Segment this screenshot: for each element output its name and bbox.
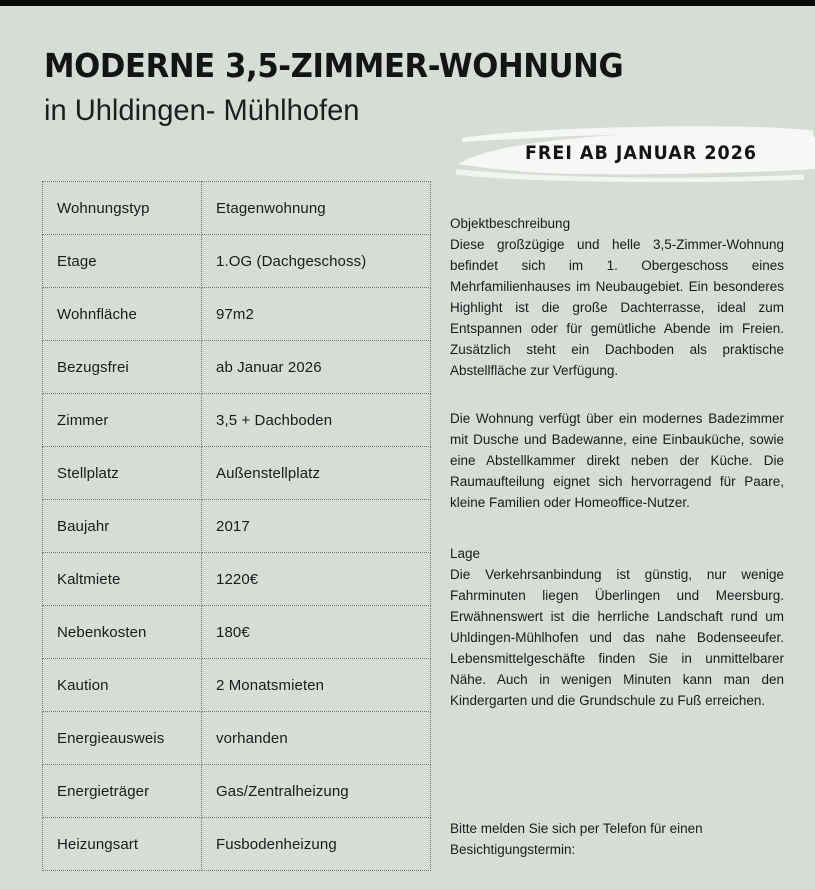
spec-value: ab Januar 2026 xyxy=(202,341,431,394)
description-paragraph-1: Diese großzügige und helle 3,5-Zimmer-Wohnung befindet sich im 1. Obergeschoss eines Mehrfamilienhauses im Neubaugebiet. Ein besonderes Highlight ist die große Dachterrasse, ideal zum Entspannen oder für gemütliche Abende im Freien. Zusätzlich steht ein Dachboden als praktische Abstellfläche zur Verfügung. xyxy=(450,237,784,378)
availability-badge xyxy=(456,124,815,182)
table-row xyxy=(43,818,431,871)
description-section-title: Objektbeschreibung xyxy=(450,216,571,231)
top-black-bar xyxy=(0,0,815,6)
description-column xyxy=(450,213,784,711)
page-title: MODERNE 3,5-ZIMMER-WOHNUNG xyxy=(44,46,624,85)
table-row xyxy=(43,394,431,447)
spec-value: Außenstellplatz xyxy=(202,447,431,500)
header xyxy=(44,46,784,130)
specification-table xyxy=(42,181,431,871)
spec-key: Kaltmiete xyxy=(43,553,202,606)
availability-badge-label: FREI AB JANUAR 2026 xyxy=(524,142,758,164)
spec-key: Wohnungstyp xyxy=(43,182,202,235)
spec-value: Gas/Zentralheizung xyxy=(202,765,431,818)
spec-key: Heizungsart xyxy=(43,818,202,871)
specification-table-body xyxy=(43,182,431,871)
table-row xyxy=(43,447,431,500)
table-row xyxy=(43,659,431,712)
spec-key: Etage xyxy=(43,235,202,288)
table-row xyxy=(43,341,431,394)
location-section-title: Lage xyxy=(450,546,481,561)
spec-key: Bezugsfrei xyxy=(43,341,202,394)
table-row xyxy=(43,288,431,341)
spec-key: Energieausweis xyxy=(43,712,202,765)
spec-key: Kaution xyxy=(43,659,202,712)
table-row xyxy=(43,553,431,606)
table-row xyxy=(43,765,431,818)
spec-value: Fusbodenheizung xyxy=(202,818,431,871)
contact-line-1: Bitte melden Sie sich per Telefon für einen xyxy=(450,821,703,836)
table-row xyxy=(43,606,431,659)
spec-key: Wohnfläche xyxy=(43,288,202,341)
spec-value: 97m2 xyxy=(202,288,431,341)
spec-value: 1.OG (Dachgeschoss) xyxy=(202,235,431,288)
contact-line-2: Besichtigungstermin: xyxy=(450,842,576,857)
spec-value: 180€ xyxy=(202,606,431,659)
section-spacer xyxy=(450,513,784,543)
paragraph-spacer xyxy=(450,381,784,408)
location-paragraph-1: Die Verkehrsanbindung ist günstig, nur wenige Fahrminuten liegen Überlingen und Meersburg. Erwähnenswert ist die herrliche Landschaft rund um Uhldingen-Mühlhofen und das nahe Bodenseeufer. Lebensmittelgeschäfte finden Sie in unmittelbarer Nähe. Auch in wenigen Minuten kann man den Kindergarten und die Grundschule zu Fuß erreichen. xyxy=(450,567,784,708)
spec-key: Zimmer xyxy=(43,394,202,447)
spec-key: Baujahr xyxy=(43,500,202,553)
spec-key: Nebenkosten xyxy=(43,606,202,659)
contact-note xyxy=(450,818,784,860)
table-row xyxy=(43,500,431,553)
spec-key: Stellplatz xyxy=(43,447,202,500)
spec-value: 2 Monatsmieten xyxy=(202,659,431,712)
spec-value: Etagenwohnung xyxy=(202,182,431,235)
spec-key: Energieträger xyxy=(43,765,202,818)
page-subtitle: in Uhldingen- Mühlhofen xyxy=(44,94,360,127)
spec-value: 3,5 + Dachboden xyxy=(202,394,431,447)
table-row xyxy=(43,235,431,288)
spec-value: 1220€ xyxy=(202,553,431,606)
table-row xyxy=(43,182,431,235)
description-paragraph-2: Die Wohnung verfügt über ein modernes Badezimmer mit Dusche und Badewanne, eine Einbauküche, sowie eine Abstellkammer direkt neben der Küche. Die Raumaufteilung eignet sich hervorragend für Paare, kleine Familien oder Homeoffice-Nutzer. xyxy=(450,411,784,510)
spec-value: 2017 xyxy=(202,500,431,553)
table-row xyxy=(43,712,431,765)
spec-value: vorhanden xyxy=(202,712,431,765)
